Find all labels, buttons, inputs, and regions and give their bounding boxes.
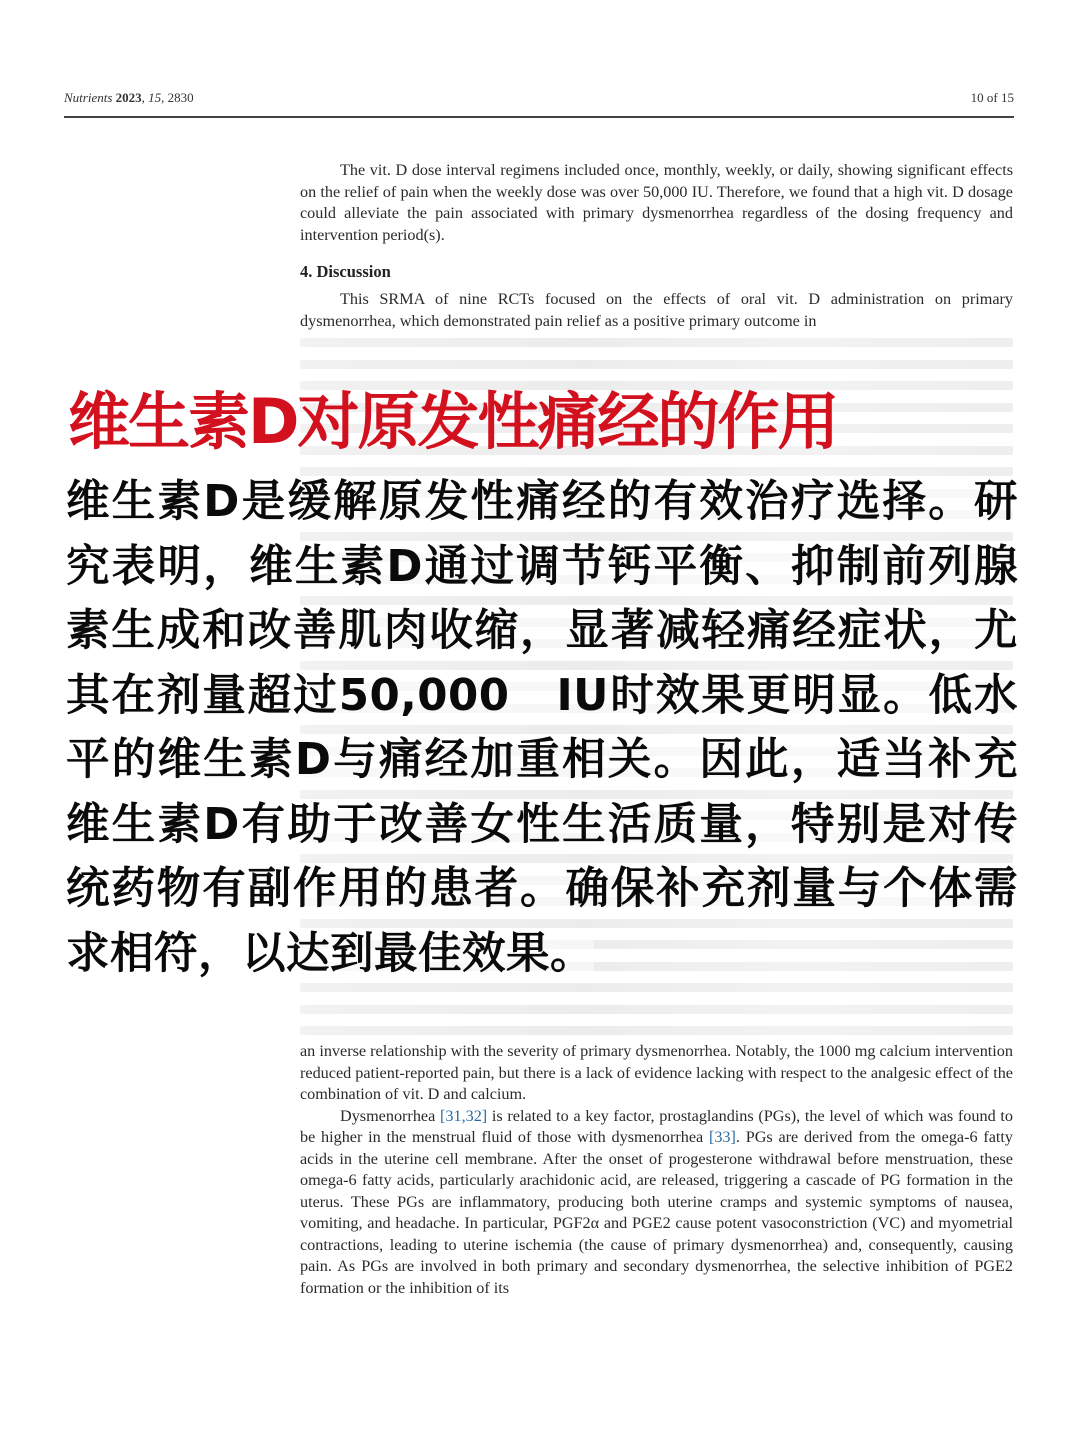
overlay-title: 维生素D对原发性痛经的作用 — [68, 385, 838, 458]
citation-link-33[interactable]: [33] — [708, 1128, 736, 1146]
citation-link-31-32[interactable]: [31,32] — [440, 1106, 488, 1125]
section-heading: 4. Discussion — [300, 262, 391, 281]
journal-name: Nutrients — [64, 90, 113, 105]
journal-volume: 15 — [148, 90, 162, 105]
results-text: The vit. D dose interval regimens included once, monthly, weekly, or daily, showing significant effects on the relief of pain when the weekly dose was over 50,000 IU. Therefore, we found that a high vit. D dosage could alleviate the pain associated with primary dysmenorrhea regardless of the dosing frequency and intervention period(s). — [300, 161, 1013, 244]
prostaglandin-paragraph: Dysmenorrhea [31,32] is related to a key factor, prostaglandins (PGs), the level of which was found to be higher in the menstrual fluid of those with dysmenorrhea [33]. PGs are derived from the omega-6 fatty acids in the uterine cell membrane. After the onset of progesterone withdrawal before menstruation, these omega-6 fatty acids, particularly arachidonic acid, are released, triggering a cascade of PG formation in the uterus. These PGs are inflammatory, producing both uterine cramps and systemic symptoms of nausea, vomiting, and headache. In particular, PGF2α and PGE2 cause potent vasoconstriction (VC) and myometrial contractions, leading to uterine ischemia (the cause of primary dysmenorrhea) and, consequently, causing pain. As PGs are involved in both primary and secondary dysmenorrhea, the selective inhibition of PGE2 formation or the inhibition of its — [300, 1106, 1013, 1297]
overlay-body — [66, 470, 1018, 986]
citation: Nutrients 2023, 15, 2830 — [64, 90, 194, 105]
calcium-paragraph — [300, 1041, 1013, 1299]
overlay-body-text: 维生素D是缓解原发性痛经的有效治疗选择。研究表明，维生素D通过调节钙平衡、抑制前列腺素生成和改善肌肉收缩，显著减轻痛经症状，尤其在剂量超过50,000 IU时效果更明显。低水平的维生素D与痛经加重相关。因此，适当补充维生素D有助于改善女性生活质量，特别是对传统药物有副作用的患者。确保补充剂量与个体需求相符，以达到最佳效果。 — [66, 477, 1018, 979]
article-number: 2830 — [167, 90, 194, 105]
discussion-paragraph — [300, 289, 1013, 332]
results-paragraph — [300, 160, 1013, 246]
discussion-text: This SRMA of nine RCTs focused on the effects of oral vit. D administration on primary dysmenorrhea, which demonstrated pain relief as a positive primary outcome in — [300, 290, 1013, 330]
page-indicator: 10 of 15 — [970, 90, 1014, 105]
page-header — [64, 90, 1014, 110]
header-rule — [64, 116, 1014, 118]
calcium-text: an inverse relationship with the severity of primary dysmenorrhea. Notably, the 1000 mg calcium intervention reduced patient-reported pain, but there is a lack of evidence lacking with respect to the analgesic effect of the combination of vit. D and calcium. — [300, 1042, 1013, 1103]
journal-year: 2023 — [115, 90, 142, 105]
